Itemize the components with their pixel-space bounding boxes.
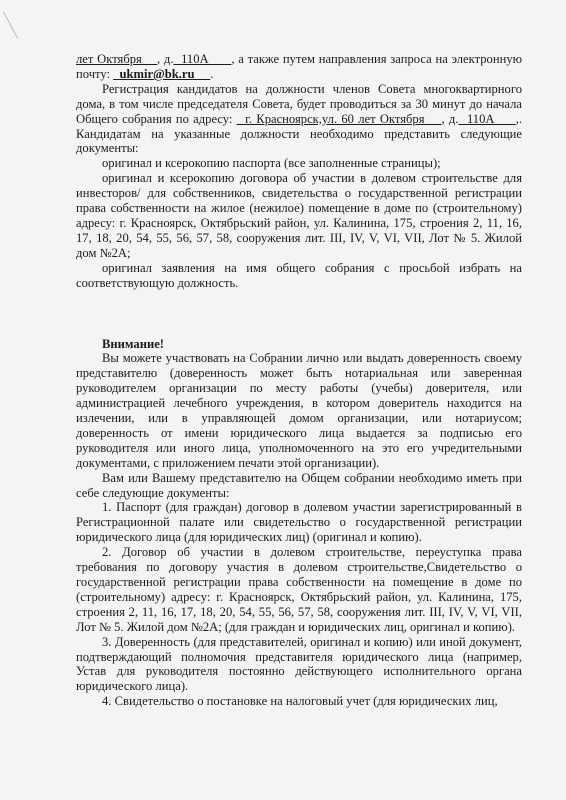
registration-house: 110А	[466, 111, 495, 126]
list-item: оригинал и ксерокопию договора об участии в долевом строительстве для инвесторов/ для собственников, свидетельства о государственной регистрации права собственности на жилое (нежилое) помещение в доме по (строительному) адресу: г. Красноярск, Октябрьский район, ул. Калинина, 175, строения 2, 11, 16, 17, 18, 20, 54, 55, 56, 57, 58, сооружения лит. III, IV, V, VI, VII, Лот № 5. Жилой дом №2А;	[76, 171, 522, 260]
numbered-item: 3. Доверенность (для представителей, оригинал и копию) или иной документ, подтверждающий полномочия представителя юридического лица (например, Устав для руководителя постоянно действующего исполнительного органа юридического лица).	[76, 634, 522, 694]
house-number: 110А	[181, 52, 209, 66]
house-prefix: , д.	[157, 52, 174, 66]
paragraph-registration: Регистрация кандидатов на должности членов Совета многоквартирного дома, в том числе председателя Совета, будет проводиться за 30 минут до начала Общего собрания по адресу: г. Красноярск,ул. 60 лет Октября , д. 110А ,. Кандидатам на указанные должности необходимо представить следующие документы:	[76, 81, 523, 156]
paragraph-documents: Вам или Вашему представителю на Общем собрании необходимо иметь при себе следующие документы:	[76, 470, 522, 500]
list-item: оригинал заявления на имя общего собрания с просьбой избрать на соответствующую должность.	[76, 260, 522, 290]
paragraph-proxy: Вы можете участвовать на Собрании лично или выдать доверенность своему представителю (доверенность может быть нотариальная или заверенная руководителем организации по месту работы (учебы) доверителя, или администрацией лечебного учреждения, в котором доверитель находится на излечении, или в управляющей домом организации, или нотариусом; доверенность от имени юридического лица выдается за подписью его руководителя или иного лица, уполномоченного на это его учредительными документами, с приложением печати этой организации).	[76, 351, 522, 470]
numbered-item: 2. Договор об участии в долевом строительстве, переуступка права требования по договору участия в долевом строительстве,Свидетельство о государственной регистрации права собственности на помещение в доме по (строительному) адресу: г. Красноярск, Октябрьский район, ул. Калинина, 175, строения 2, 11, 16, 17, 18, 20, 54, 55, 56, 57, 58, сооружения лит. III, IV, V, VI, VII, Лот № 5. Жилой дом №2А; (для граждан и юридических лиц, оригинал и копию).	[76, 545, 522, 634]
attention-heading: Внимание!	[102, 336, 164, 351]
email-link[interactable]: ukmir@bk.ru	[119, 66, 195, 81]
paragraph-contact: лет Октября , д. 110А , а также путем направления запроса на электронную почту: ukmir@bk.ru .	[76, 52, 523, 81]
numbered-item: 1. Паспорт (для граждан) договор в долевом участии зарегистрированный в Регистрационной палате или свидетельство о государственной регистрации юридического лица (для юридических лиц) (оригинал и копию).	[76, 500, 522, 545]
contact-text: , а также путем направления запроса на электронную почту:	[76, 52, 523, 81]
list-item: оригинал и ксерокопию паспорта (все заполненные страницы);	[102, 156, 441, 171]
registration-address: г. Красноярск,ул. 60 лет Октября	[245, 111, 425, 126]
scan-edge-mark	[3, 12, 18, 39]
document-page	[76, 52, 522, 709]
street-fragment: лет Октября	[76, 52, 142, 66]
numbered-item: 4. Свидетельство о постановке на налоговый учет (для юридических лиц,	[102, 694, 498, 709]
